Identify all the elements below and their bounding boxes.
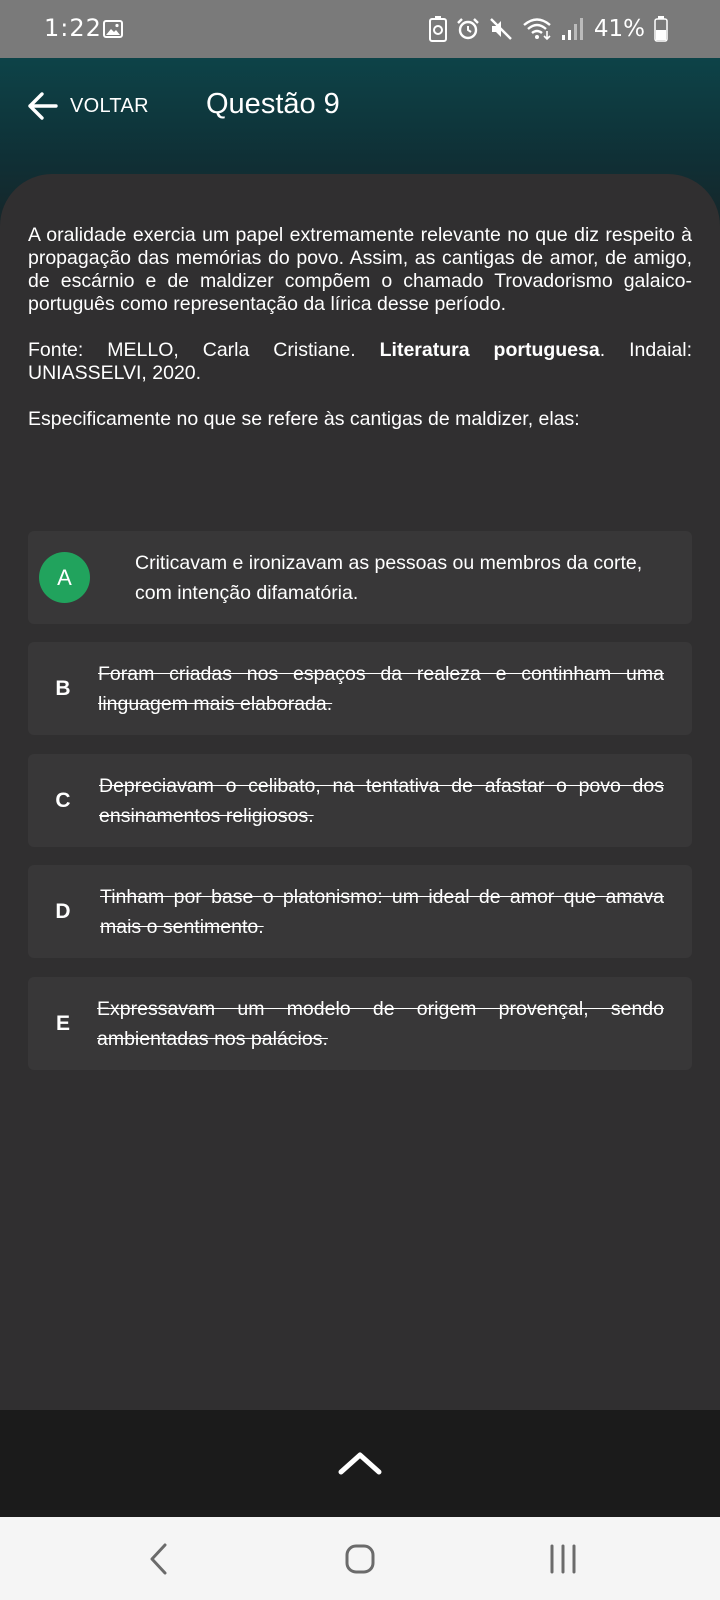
chevron-up-icon[interactable] <box>335 1446 385 1480</box>
page-title: Questão 9 <box>206 88 340 120</box>
back-button[interactable] <box>26 88 149 124</box>
status-bar <box>0 0 720 58</box>
option-text: Tinham por base o platonismo: um ideal de amor que amava mais o sentimento. <box>100 885 664 938</box>
bottom-bar <box>0 1410 720 1517</box>
option-text: Expressavam um modelo de origem provençal, sendo ambientadas nos palácios. <box>97 997 664 1050</box>
question-prompt: Especificamente no que se refere às cantigas de maldizer, elas: <box>28 408 580 430</box>
option-text: Foram criadas nos espaços da realeza e continham uma linguagem mais elaborada. <box>98 662 664 715</box>
option-letter: E <box>55 1011 70 1035</box>
wifi-icon <box>522 17 552 41</box>
battery-saver-icon <box>429 16 447 42</box>
question-card <box>0 174 720 1410</box>
option-e[interactable] <box>28 977 692 1070</box>
option-b[interactable] <box>28 642 692 735</box>
option-c[interactable] <box>28 754 692 847</box>
option-letter: C <box>55 788 71 812</box>
battery-icon <box>654 16 668 42</box>
system-nav-bar <box>0 1517 720 1600</box>
mute-icon <box>489 17 513 41</box>
source-book: Literatura portuguesa <box>379 339 600 361</box>
nav-back-icon <box>147 1542 171 1576</box>
nav-home-icon <box>344 1543 376 1575</box>
option-letter: D <box>55 899 71 923</box>
signal-icon <box>561 17 583 41</box>
option-text: Criticavam e ironizavam as pessoas ou membros da corte, com intenção difamatória. <box>135 551 643 604</box>
gallery-icon <box>103 20 123 38</box>
question-paragraph: A oralidade exercia um papel extremamente relevante no que diz respeito à propagação das memórias do povo. Assim, as cantigas de amor, de amigo, de escárnio e de maldizer compõem o chamado Trovadorismo galaico-português como representação da lírica desse período. <box>28 224 692 315</box>
status-icons <box>429 14 668 44</box>
question-source <box>28 339 692 385</box>
nav-recents-icon <box>548 1544 578 1574</box>
option-text: Depreciavam o celibato, na tentativa de afastar o povo dos ensinamentos religiosos. <box>99 774 664 827</box>
back-label: VOLTAR <box>70 94 149 117</box>
battery-percent: 41% <box>593 16 645 42</box>
option-a[interactable] <box>28 531 692 624</box>
nav-home-button[interactable] <box>338 1539 382 1579</box>
nav-back-button[interactable] <box>137 1539 181 1579</box>
question-text <box>28 224 692 454</box>
option-d[interactable] <box>28 865 692 958</box>
nav-recents-button[interactable] <box>541 1539 585 1579</box>
selected-badge: A <box>39 552 90 603</box>
arrow-left-icon <box>26 91 58 121</box>
alarm-icon <box>456 17 480 41</box>
option-letter: B <box>55 676 71 700</box>
status-time: 1:22 <box>44 14 102 42</box>
source-prefix: Fonte: MELLO, Carla Cristiane. <box>28 339 380 361</box>
source-suffix: . Indaial: UNIASSELVI, 2020. <box>28 339 692 384</box>
